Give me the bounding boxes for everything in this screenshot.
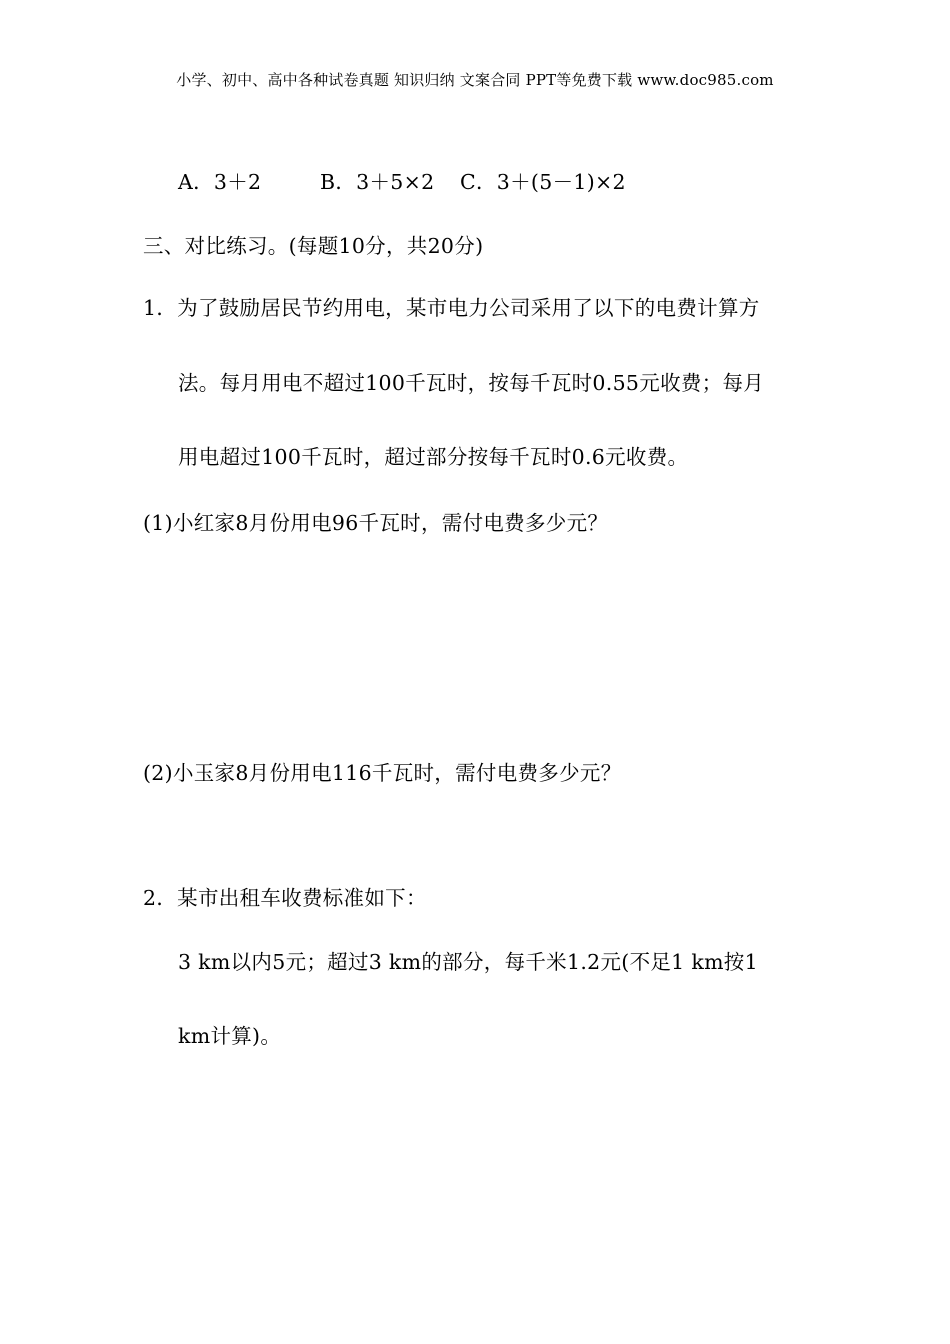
question-1-sub-2: (2)小玉家8月份用电116千瓦时，需付电费多少元？ <box>143 761 622 785</box>
option-a: A．3＋2 <box>178 170 262 194</box>
page-header: 小学、初中、高中各种试卷真题 知识归纳 文案合同 PPT等免费下载 www.doc985.com <box>176 71 774 89</box>
question-2-line-2: 3 km以内5元；超过3 km的部分，每千米1.2元(不足1 km按1 <box>178 950 758 974</box>
option-b: B．3＋5×2 <box>320 170 435 194</box>
question-2-line-3: km计算)。 <box>178 1024 282 1048</box>
question-1-line-3: 用电超过100千瓦时，超过部分按每千瓦时0.6元收费。 <box>178 445 689 469</box>
question-2-line-1: 2．某市出租车收费标准如下： <box>143 886 427 910</box>
section-3-title: 三、对比练习。(每题10分，共20分) <box>143 234 484 258</box>
option-c: C．3＋(5－1)×2 <box>460 170 626 194</box>
question-1-line-1: 1．为了鼓励居民节约用电，某市电力公司采用了以下的电费计算方 <box>143 296 760 320</box>
option-row <box>178 165 626 195</box>
question-1-sub-1: (1)小红家8月份用电96千瓦时，需付电费多少元？ <box>143 511 609 535</box>
question-1-line-2: 法。每月用电不超过100千瓦时，按每千瓦时0.55元收费；每月 <box>178 371 765 395</box>
